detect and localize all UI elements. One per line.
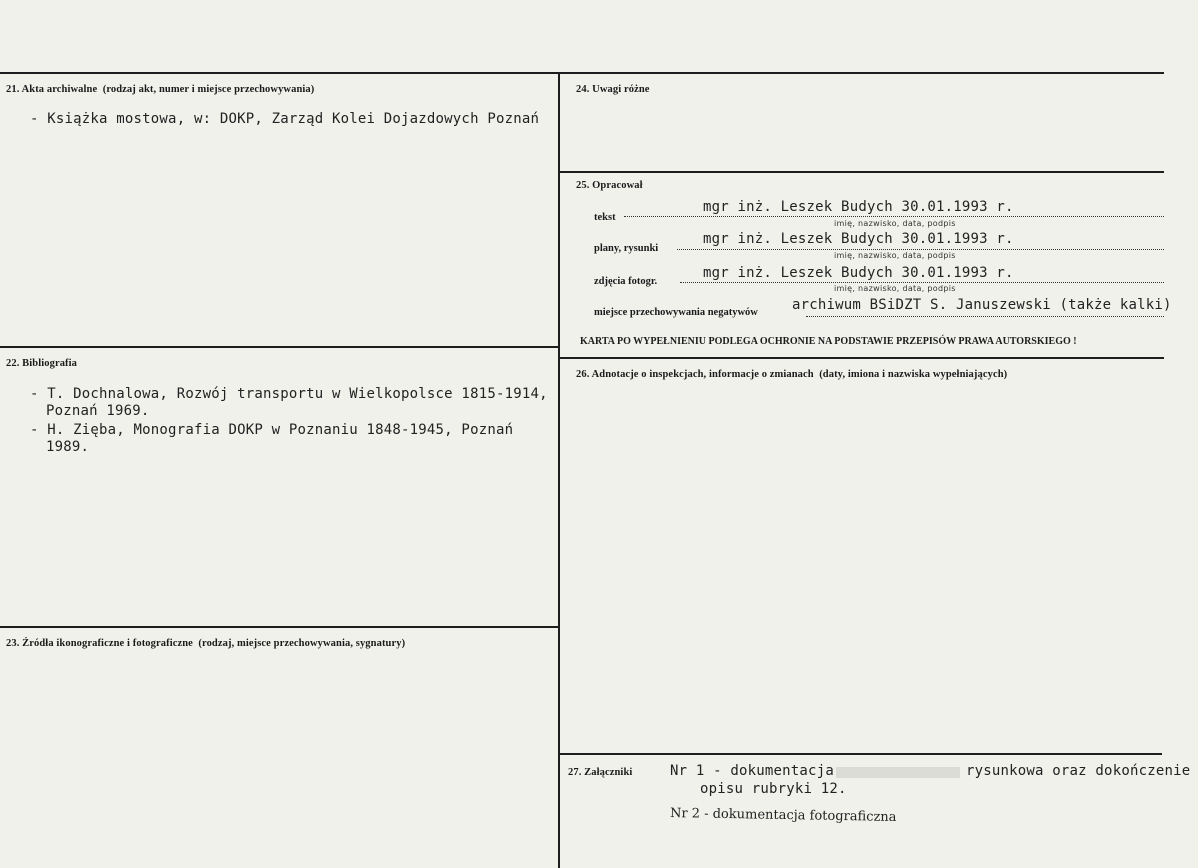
section-25-label: 25. Opracował bbox=[576, 180, 643, 191]
copyright-notice: KARTA PO WYPEŁNIENIU PODLEGA OCHRONIE NA PODSTAWIE PRZEPISÓW PRAWA AUTORSKIEGO ! bbox=[580, 336, 1077, 347]
bibliography-line-2: Poznań 1969. bbox=[46, 403, 150, 419]
section-21-subtitle: (rodzaj akt, numer i miejsce przechowywania) bbox=[102, 84, 315, 95]
row-photos-label: zdjęcia fotogr. bbox=[594, 276, 658, 287]
rule-26-27 bbox=[558, 753, 1162, 755]
row-plans-caption: imię, nazwisko, data, podpis bbox=[834, 251, 956, 260]
row-plans-label: plany, rysunki bbox=[594, 243, 659, 254]
rule-24-25 bbox=[558, 171, 1164, 173]
bibliography-line-3: - H. Zięba, Monografia DOKP w Poznaniu 1848-1945, Poznań bbox=[30, 422, 514, 438]
top-rule bbox=[0, 72, 1164, 74]
row-text-dots bbox=[624, 216, 1164, 217]
section-21-content: - Książka mostowa, w: DOKP, Zarząd Kolei Dojazdowych Poznań bbox=[30, 111, 540, 127]
redacted-block bbox=[836, 767, 960, 778]
section-22-label: 22. Bibliografia bbox=[6, 358, 78, 369]
section-21-label bbox=[6, 84, 314, 95]
row-photos-value: mgr inż. Leszek Budych 30.01.1993 r. bbox=[703, 265, 1014, 281]
row-text-caption: imię, nazwisko, data, podpis bbox=[834, 219, 956, 228]
section-23-title: 23. Źródła ikonograficzne i fotograficzne bbox=[6, 638, 193, 649]
section-26-label bbox=[576, 369, 1007, 380]
row-photos-caption: imię, nazwisko, data, podpis bbox=[834, 284, 956, 293]
attachment-2-line: Nr 2 - dokumentacja fotograficzna bbox=[669, 806, 897, 825]
rule-25-26 bbox=[558, 357, 1164, 359]
attachment-1-part-a: Nr 1 - dokumentacja bbox=[670, 763, 834, 779]
attachment-1-line-2: opisu rubryki 12. bbox=[700, 781, 847, 797]
section-27-label: 27. Załączniki bbox=[568, 767, 633, 778]
center-divider bbox=[558, 72, 560, 868]
bibliography-line-4: 1989. bbox=[46, 439, 90, 455]
row-plans-dots bbox=[677, 249, 1164, 250]
negatives-dots bbox=[806, 316, 1164, 317]
bibliography-line-1: - T. Dochnalowa, Rozwój transportu w Wielkopolsce 1815-1914, bbox=[30, 386, 548, 402]
row-text-value: mgr inż. Leszek Budych 30.01.1993 r. bbox=[703, 199, 1014, 215]
row-text-label: tekst bbox=[594, 212, 616, 223]
negatives-label: miejsce przechowywania negatywów bbox=[594, 307, 758, 318]
section-26-subtitle: (daty, imiona i nazwiska wypełniających) bbox=[819, 369, 1008, 380]
row-plans-value: mgr inż. Leszek Budych 30.01.1993 r. bbox=[703, 231, 1014, 247]
rule-22-23 bbox=[0, 626, 560, 628]
negatives-value: archiwum BSiDZT S. Januszewski (także kalki) bbox=[792, 297, 1172, 313]
section-24-label: 24. Uwagi różne bbox=[576, 84, 650, 95]
rule-21-22 bbox=[0, 346, 560, 348]
section-26-title: 26. Adnotacje o inspekcjach, informacje o zmianach bbox=[576, 369, 814, 380]
row-photos-dots bbox=[680, 282, 1164, 283]
section-23-subtitle: (rodzaj, miejsce przechowywania, sygnatury) bbox=[198, 638, 406, 649]
attachment-1-part-b: rysunkowa oraz dokończenie bbox=[966, 763, 1191, 779]
section-23-label bbox=[6, 638, 405, 649]
section-21-title: 21. Akta archiwalne bbox=[6, 84, 98, 95]
